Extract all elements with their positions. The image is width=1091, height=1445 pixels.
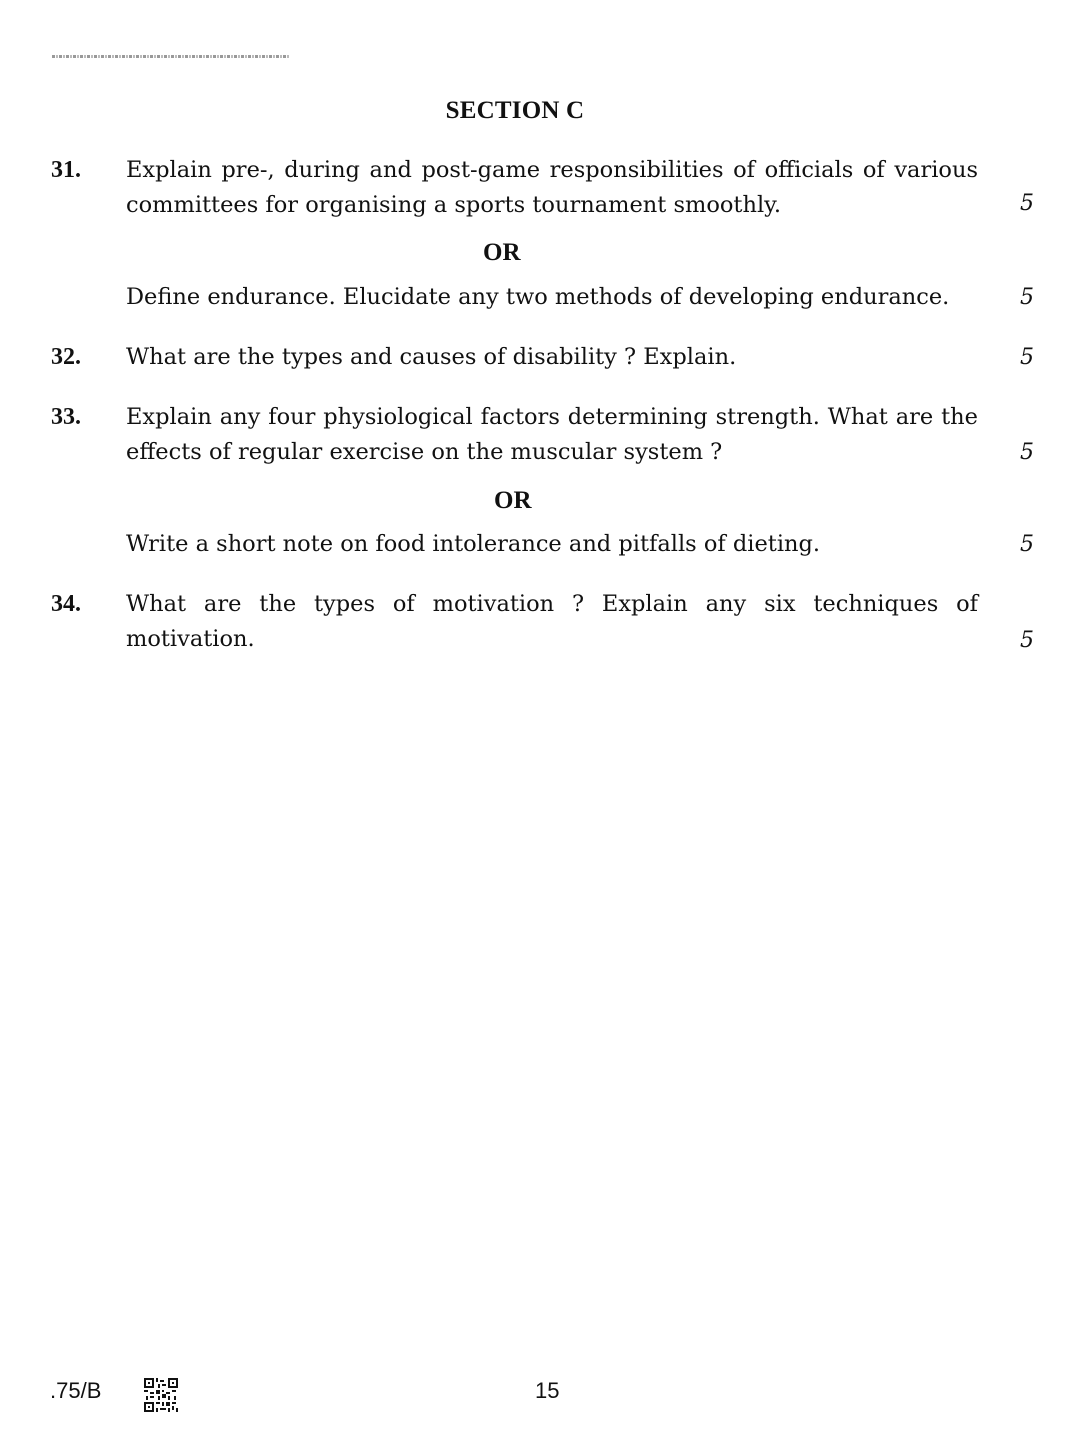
question-number: 34.: [51, 591, 81, 617]
or-divider: OR: [494, 487, 532, 514]
question-text: What are the types and causes of disability ? Explain.: [126, 344, 737, 370]
alternate-question-marks: 5: [1020, 285, 1034, 310]
question-text: Explain any four physiological factors determining strength. What are the effects of regular exercise on the muscular system ?: [126, 404, 978, 465]
question-marks: 5: [1020, 440, 1034, 465]
page-number: 15: [535, 1378, 560, 1403]
question-number: 32.: [51, 344, 81, 370]
or-divider: OR: [483, 239, 521, 266]
paper-code: .75/B: [50, 1378, 102, 1403]
alternate-question-text: Define endurance. Elucidate any two methods of developing endurance.: [126, 284, 950, 310]
alternate-question-text: Write a short note on food intolerance and pitfalls of dieting.: [126, 531, 821, 557]
security-microline: [52, 55, 290, 58]
question-number: 33.: [51, 404, 81, 430]
question-text: What are the types of motivation ? Explain any six techniques of motivation.: [126, 591, 978, 652]
question-text: Explain pre-, during and post-game responsibilities of officials of various committees for organising a sports tournament smoothly.: [126, 157, 978, 218]
question-marks: 5: [1020, 628, 1034, 653]
question-number: 31.: [51, 157, 81, 183]
question-marks: 5: [1020, 345, 1034, 370]
alternate-question-marks: 5: [1020, 532, 1034, 557]
section-title: SECTION C: [445, 97, 585, 124]
question-marks: 5: [1020, 191, 1034, 216]
qr-code-icon: [144, 1378, 178, 1412]
